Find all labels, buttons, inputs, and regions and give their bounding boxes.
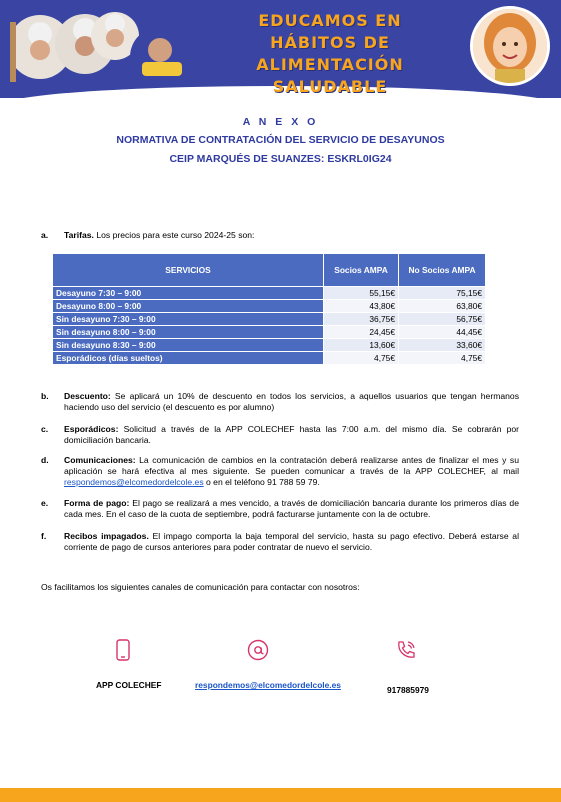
school-heading: CEIP MARQUÉS DE SUANZES: ESKRL0IG24 — [169, 153, 392, 165]
item-text: El impago comporta la baja temporal del servicio, hasta su pago efectivo. Deberá estarse al corriente de pago de cursos anteriores para poder contratar de nuevo el servicio. — [64, 531, 519, 552]
item-letter: a. — [41, 230, 49, 240]
email-link[interactable]: respondemos@elcomedordelcole.es — [64, 477, 204, 487]
no-socios-cell: 44,45€ — [399, 326, 486, 339]
table-row — [53, 287, 486, 300]
service-cell: Desayuno 7:30 – 9:00 — [53, 287, 324, 300]
item-esporadicos — [41, 424, 519, 446]
socios-cell: 36,75€ — [324, 313, 399, 326]
item-label: Comunicaciones: — [64, 455, 136, 465]
no-socios-cell: 75,15€ — [399, 287, 486, 300]
socios-cell: 55,15€ — [324, 287, 399, 300]
service-cell: Desayuno 8:00 – 9:00 — [53, 300, 324, 313]
no-socios-cell: 33,60€ — [399, 339, 486, 352]
item-comunicaciones — [41, 455, 519, 488]
table-row — [53, 300, 486, 313]
item-text: Los precios para este curso 2024-25 son: — [93, 230, 255, 240]
annex-heading: A N E X O — [242, 116, 319, 128]
service-cell: Sin desayuno 8:30 – 9:00 — [53, 339, 324, 352]
kids-cooking-image — [10, 2, 190, 87]
item-label: Descuento: — [64, 391, 111, 401]
no-socios-cell: 56,75€ — [399, 313, 486, 326]
table-row — [53, 352, 486, 365]
contact-app-label: APP COLECHEF — [96, 680, 162, 690]
table-row — [53, 313, 486, 326]
item-label: Esporádicos: — [64, 424, 119, 434]
no-socios-cell: 4,75€ — [399, 352, 486, 365]
table-row — [53, 326, 486, 339]
phone-device-icon — [112, 639, 134, 661]
socios-cell: 4,75€ — [324, 352, 399, 365]
item-recibos — [41, 531, 519, 553]
item-letter: f. — [41, 531, 47, 541]
item-label: Tarifas. — [64, 230, 94, 240]
contact-phone-label: 917885979 — [387, 685, 429, 695]
item-text-tail: o en el teléfono 91 788 59 79. — [203, 477, 320, 487]
channels-intro: Os facilitamos los siguientes canales de comunicación para contactar con nosotros: — [41, 582, 360, 592]
item-tarifas — [41, 230, 519, 241]
service-cell: Sin desayuno 8:00 – 9:00 — [53, 326, 324, 339]
header-socios: Socios AMPA — [324, 254, 399, 287]
header-title-line-1: EDUCAMOS EN HÁBITOS DE — [258, 11, 402, 52]
service-cell: Sin desayuno 7:30 – 9:00 — [53, 313, 324, 326]
table-header-row — [53, 254, 486, 287]
item-text: Se aplicará un 10% de descuento en todos los servicios, a aquellos usuarios que tengan hermanos haciendo uso del servicio (el descuento es por alumno) — [64, 391, 519, 412]
item-letter: e. — [41, 498, 49, 508]
item-text: El pago se realizará a mes vencido, a través de domiciliación bancaria durante los primeros días de cada mes. En el caso de la cuota de septiembre, podrá facturarse juntamente con la de octubre. — [64, 498, 519, 519]
socios-cell: 24,45€ — [324, 326, 399, 339]
header-title — [220, 10, 440, 98]
contact-email-link[interactable]: respondemos@elcomedordelcole.es — [195, 680, 341, 690]
footer-bar — [0, 788, 561, 802]
item-label: Forma de pago: — [64, 498, 130, 508]
socios-cell: 43,80€ — [324, 300, 399, 313]
header-no-socios: No Socios AMPA — [399, 254, 486, 287]
telephone-icon — [395, 639, 417, 661]
prices-table — [52, 253, 486, 365]
item-label: Recibos impagados. — [64, 531, 149, 541]
item-text: La comunicación de cambios en la contratación deberá realizarse antes de finalizar el mes y su aplicación se hará efectiva al mes siguiente. Se pueden comunicar a través de la APP COLECHEF, al mail — [64, 455, 519, 476]
header-title-line-2: ALIMENTACIÓN SALUDABLE — [256, 55, 404, 96]
item-text: Solicitud a través de la APP COLECHEF hasta las 7:00 a.m. del mismo día. Se cobrarán por domiciliación bancaria. — [64, 424, 519, 445]
normativa-heading: NORMATIVA DE CONTRATACIÓN DEL SERVICIO DE DESAYUNOS — [116, 134, 445, 146]
item-letter: b. — [41, 391, 49, 401]
service-cell: Esporádicos (días sueltos) — [53, 352, 324, 365]
girl-portrait-image — [470, 6, 550, 86]
socios-cell: 13,60€ — [324, 339, 399, 352]
at-sign-icon — [247, 639, 269, 661]
no-socios-cell: 63,80€ — [399, 300, 486, 313]
item-forma-pago — [41, 498, 519, 520]
table-row — [53, 339, 486, 352]
header-servicios: SERVICIOS — [53, 254, 324, 287]
item-letter: d. — [41, 455, 49, 465]
item-descuento — [41, 391, 519, 413]
item-letter: c. — [41, 424, 49, 434]
